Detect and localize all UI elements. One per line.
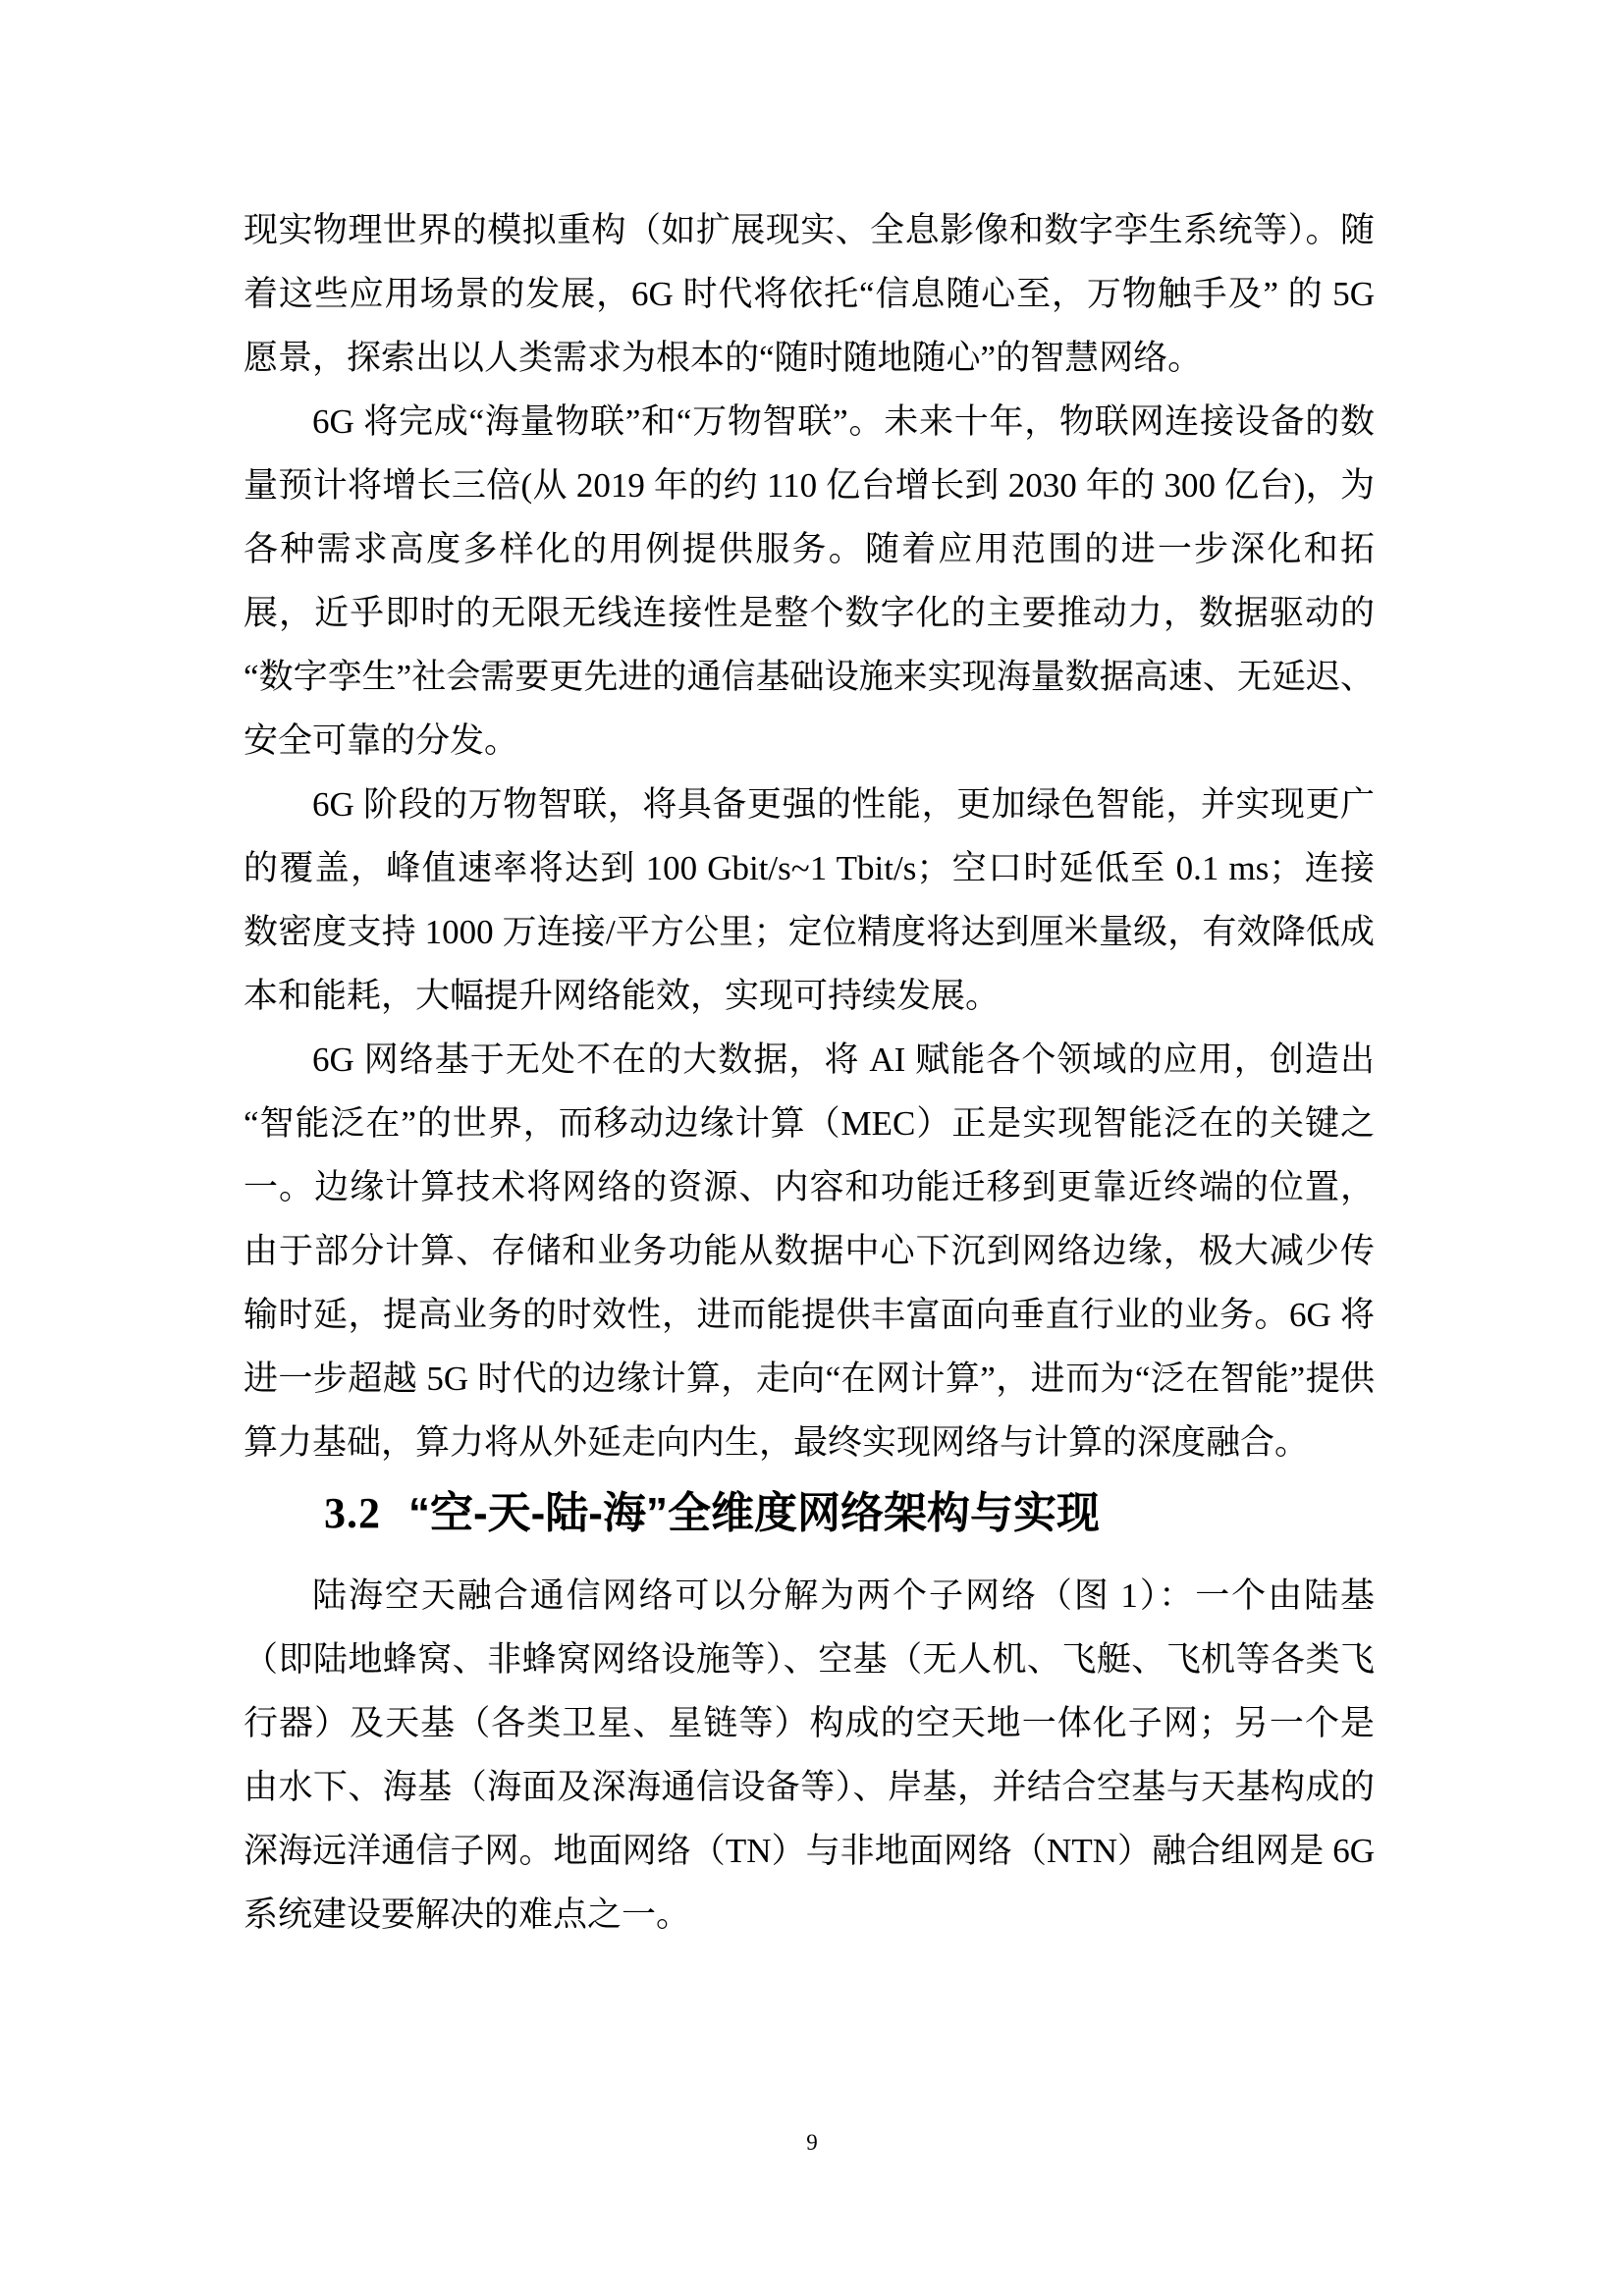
- body-paragraph-1: 现实物理世界的模拟重构（如扩展现实、全息影像和数字孪生系统等）。随着这些应用场景的发展，6G 时代将依托“信息随心至，万物触手及” 的 5G 愿景，探索出以人类需求为根本的“随时随地随心”的智慧网络。: [244, 211, 1375, 377]
- section-heading-number: 3.2: [324, 1489, 381, 1537]
- body-paragraph-4: 6G 网络基于无处不在的大数据，将 AI 赋能各个领域的应用，创造出“智能泛在”的世界，而移动边缘计算（MEC）正是实现智能泛在的关键之一。边缘计算技术将网络的资源、内容和功能迁移到更靠近终端的位置，由于部分计算、存储和业务功能从数据中心下沉到网络边缘，极大减少传输时延，提高业务的时效性，进而能提供丰富面向垂直行业的业务。6G 将进一步超越 5G 时代的边缘计算，走向“在网计算”，进而为“泛在智能”提供算力基础，算力将从外延走向内生，最终实现网络与计算的深度融合。: [244, 1041, 1375, 1462]
- page-number: 9: [806, 2130, 818, 2155]
- body-paragraph-5: 陆海空天融合通信网络可以分解为两个子网络（图 1）：一个由陆基（即陆地蜂窝、非蜂窝网络设施等）、空基（无人机、飞艇、飞机等各类飞行器）及天基（各类卫星、星链等）构成的空天地一体化子网；另一个是由水下、海基（海面及深海通信设备等）、岸基，并结合空基与天基构成的深海远洋通信子网。地面网络（TN）与非地面网络（NTN）融合组网是 6G 系统建设要解决的难点之一。: [244, 1576, 1375, 1934]
- section-heading: [244, 1483, 1375, 1544]
- page-footer: [0, 2128, 1624, 2158]
- body-paragraph-2: 6G 将完成“海量物联”和“万物智联”。未来十年，物联网连接设备的数量预计将增长三倍(从 2019 年的约 110 亿台增长到 2030 年的 300 亿台)，为各种需求高度多样化的用例提供服务。随着应用范围的进一步深化和拓展，近乎即时的无限无线连接性是整个数字化的主要推动力，数据驱动的“数字孪生”社会需要更先进的通信基础设施来实现海量数据高速、无延迟、安全可靠的分发。: [244, 402, 1375, 760]
- document-text-block: [244, 198, 1375, 1947]
- section-heading-title: “空-天-陆-海”全维度网络架构与实现: [408, 1489, 1100, 1537]
- body-paragraph-3: 6G 阶段的万物智联，将具备更强的性能，更加绿色智能，并实现更广的覆盖，峰值速率将达到 100 Gbit/s~1 Tbit/s；空口时延低至 0.1 ms；连接数密度支持 1000 万连接/平方公里；定位精度将达到厘米量级，有效降低成本和能耗，大幅提升网络能效，实现可持续发展。: [244, 785, 1375, 1015]
